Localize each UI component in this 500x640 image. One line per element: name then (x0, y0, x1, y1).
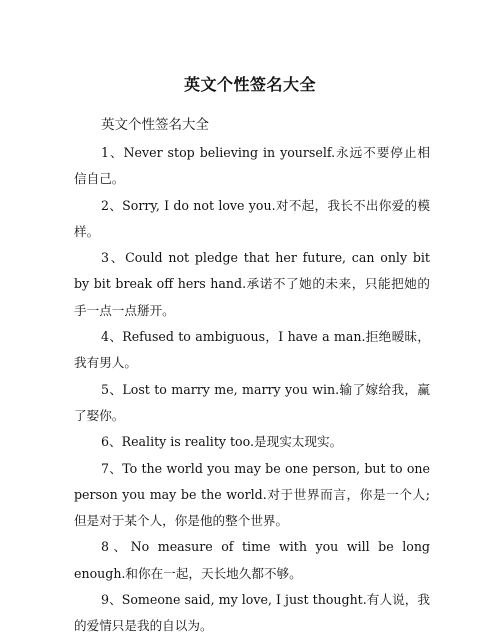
list-item: 5、Lost to marry me, marry you win.输了嫁给我，赢了娶你。 (74, 381, 430, 423)
list-item: 2、Sorry, I do not love you.对不起，我长不出你爱的模样。 (74, 197, 430, 239)
list-item: 9、Someone said, my love, I just thought.有人说，我的爱情只是我的自以为。 (74, 592, 430, 634)
document-body (74, 140, 430, 640)
document-subtitle: 英文个性签名大全 (101, 117, 209, 133)
list-item: 7、To the world you may be one person, but to one person you may be the world.对于世界而言，你是一个人;但是对于某个人，你是他的整个世界。 (74, 460, 430, 529)
list-item: 8、No measure of time with you will be long enough.和你在一起，天长地久都不够。 (74, 539, 430, 581)
document-title: 英文个性签名大全 (183, 75, 316, 94)
list-item: 1、Never stop believing in yourself.永远不要停止相信自己。 (74, 145, 430, 187)
list-item: 4、Refused to ambiguous，I have a man.拒绝暧昧，我有男人。 (74, 329, 430, 371)
list-item: 6、Reality is reality too.是现实太现实。 (101, 434, 343, 450)
list-item: 3、Could not pledge that her future, can only bit by bit break off hers hand.承诺不了她的未来，只能把她的手一点一点掰开。 (74, 250, 430, 318)
